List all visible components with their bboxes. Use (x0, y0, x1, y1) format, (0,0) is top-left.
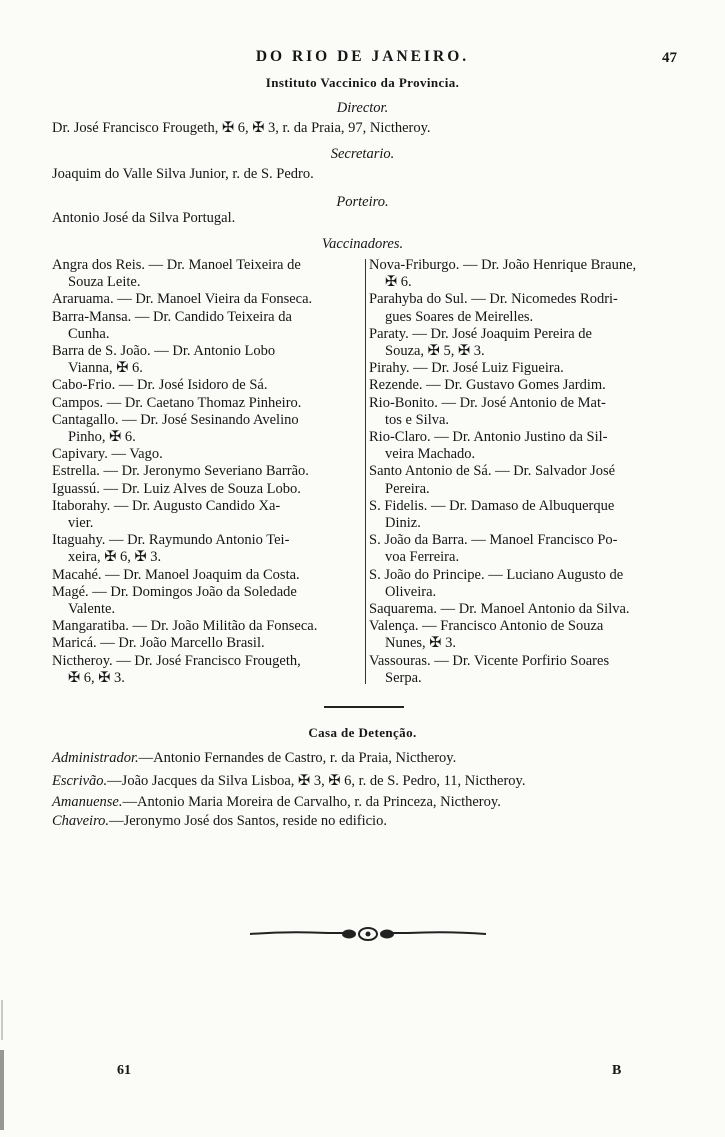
running-header (0, 48, 725, 68)
detention-entry (52, 750, 456, 767)
institute-title: Instituto Vaccinico da Provincia. (265, 75, 460, 90)
entry-text: —Antonio Maria Moreira de Carvalho, r. da Princeza, Nictheroy. (122, 794, 501, 810)
detention-entry (52, 794, 501, 811)
entry-first-line: Santo Antonio de Sá. — Dr. Salvador José (369, 463, 616, 480)
vaccinator-entry (369, 395, 683, 429)
entry-continuation: gues Soares de Meirelles. (385, 308, 534, 325)
entry-first-line: Itaborahy. — Dr. Augusto Candido Xa- (52, 497, 281, 514)
entry-continuation: ✠ 6. (385, 274, 412, 291)
entry-continuation: Serpa. (385, 669, 422, 686)
vaccinator-entry (52, 446, 363, 463)
entry-continuation: Pereira. (385, 480, 430, 497)
entry-first-line: Cantagallo. — Dr. José Sesinando Avelino (52, 411, 299, 428)
column-divider (365, 259, 366, 684)
detention-title: Casa de Detenção. (308, 725, 417, 740)
entry-continuation: Oliveira. (385, 583, 437, 600)
entry-first-line: Pirahy. — Dr. José Luiz Figueira. (369, 360, 564, 377)
vaccinator-entry (52, 395, 363, 412)
entry-first-line: Angra dos Reis. — Dr. Manoel Teixeira de (52, 257, 301, 273)
entry-role: Amanuense. (52, 794, 123, 810)
entry-first-line: Araruama. — Dr. Manoel Vieira da Fonseca. (52, 291, 313, 308)
vaccinator-entry (369, 326, 683, 360)
vaccinator-entry (52, 481, 363, 498)
entry-first-line: Rio-Claro. — Dr. Antonio Justino da Sil- (369, 429, 608, 446)
director-line: Dr. José Francisco Frougeth, ✠ 6, ✠ 3, r. da Praia, 97, Nictheroy. (52, 120, 431, 136)
entry-continuation: ✠ 6, ✠ 3. (68, 669, 125, 686)
vaccinator-entry (369, 429, 683, 463)
entry-first-line: S. João da Barra. — Manoel Francisco Po- (369, 532, 618, 549)
entry-continuation: Nunes, ✠ 3. (385, 635, 456, 652)
entry-continuation: voa Ferreira. (385, 549, 460, 566)
director-heading: Director. (336, 100, 389, 116)
vaccinator-entry (369, 463, 683, 497)
signature-mark: 61 (117, 1063, 131, 1078)
entry-first-line: Mangaratiba. — Dr. João Militão da Fonseca. (52, 618, 318, 635)
entry-first-line: Nictheroy. — Dr. José Francisco Frougeth, (52, 652, 301, 669)
vaccinator-entry (52, 343, 363, 377)
entry-first-line: Iguassú. — Dr. Luiz Alves de Souza Lobo. (52, 480, 301, 497)
porter-heading: Porteiro. (336, 194, 389, 210)
entry-continuation: veira Machado. (385, 446, 476, 463)
vaccinator-entry (52, 618, 363, 635)
vaccinator-entry (369, 498, 683, 532)
vaccinator-entry (52, 532, 363, 566)
entry-first-line: Barra de S. João. — Dr. Antonio Lobo (52, 343, 276, 360)
entry-first-line: Saquarema. — Dr. Manoel Antonio da Silva. (369, 601, 630, 618)
vaccinator-entry (369, 567, 683, 601)
entry-first-line: Capivary. — Vago. (52, 446, 163, 463)
detention-entry (52, 813, 387, 830)
vaccinator-entry (52, 412, 363, 446)
entry-first-line: Paraty. — Dr. José Joaquim Pereira de (369, 325, 592, 342)
entry-continuation: vier. (68, 515, 94, 532)
vaccinator-entry (52, 291, 363, 308)
entry-continuation: Pinho, ✠ 6. (68, 429, 136, 446)
vaccinator-entry (52, 584, 363, 618)
entry-first-line: Valença. — Francisco Antonio de Souza (369, 618, 604, 635)
entry-first-line: Magé. — Dr. Domingos João da Soledade (52, 583, 297, 600)
entry-first-line: S. João do Principe. — Luciano Augusto de (369, 566, 624, 583)
entry-first-line: S. Fidelis. — Dr. Damaso de Albuquerque (369, 497, 615, 514)
entry-first-line: Maricá. — Dr. João Marcello Brasil. (52, 635, 265, 652)
entry-continuation: Cunha. (68, 325, 110, 342)
entry-first-line: Parahyba do Sul. — Dr. Nicomedes Rodri- (369, 291, 618, 308)
vaccinator-entry (369, 377, 683, 394)
vaccinator-entry (369, 257, 683, 291)
porter-line: Antonio José da Silva Portugal. (52, 210, 236, 226)
ornament-divider-icon (248, 926, 488, 942)
entry-first-line: Itaguahy. — Dr. Raymundo Antonio Tei- (52, 532, 290, 549)
entry-text: —João Jacques da Silva Lisboa, ✠ 3, ✠ 6, r. de S. Pedro, 11, Nictheroy. (107, 773, 526, 789)
page-header-title: DO RIO DE JANEIRO. (255, 48, 470, 65)
entry-first-line: Nova-Friburgo. — Dr. João Henrique Braune, (369, 257, 637, 273)
entry-continuation: tos e Silva. (385, 411, 450, 428)
vaccinator-entry (369, 532, 683, 566)
vaccinator-entry (52, 498, 363, 532)
vaccinators-heading: Vaccinadores. (321, 236, 404, 252)
vaccinator-entry (369, 601, 683, 618)
vaccinator-entry (369, 360, 683, 377)
vaccinator-entry (52, 309, 363, 343)
entry-first-line: Rezende. — Dr. Gustavo Gomes Jardim. (369, 377, 606, 394)
vaccinator-entry (369, 291, 683, 325)
entry-first-line: Macahé. — Dr. Manoel Joaquim da Costa. (52, 566, 300, 583)
section-rule (324, 706, 404, 708)
vaccinator-entry (369, 618, 683, 652)
entry-continuation: Vianna, ✠ 6. (68, 360, 143, 377)
entry-role: Escrivão. (52, 773, 108, 789)
vaccinator-entry (52, 635, 363, 652)
entry-text: —Jeronymo José dos Santos, reside no edificio. (109, 813, 387, 829)
entry-first-line: Barra-Mansa. — Dr. Candido Teixeira da (52, 308, 292, 325)
secretary-line: Joaquim do Valle Silva Junior, r. de S. Pedro. (52, 166, 314, 182)
entry-first-line: Vassouras. — Dr. Vicente Porfirio Soares (369, 652, 610, 669)
vaccinator-entry (369, 653, 683, 687)
entry-first-line: Estrella. — Dr. Jeronymo Severiano Barrão. (52, 463, 309, 480)
binding-edge-icon (0, 990, 5, 1130)
secretary-heading: Secretario. (330, 146, 395, 162)
entry-text: —Antonio Fernandes de Castro, r. da Praia, Nictheroy. (138, 750, 457, 766)
vaccinator-entry (52, 257, 363, 291)
entry-continuation: Souza Leite. (68, 274, 141, 291)
vaccinator-entry (52, 653, 363, 687)
vaccinators-left-column (52, 257, 363, 687)
page-number: 47 (662, 50, 677, 66)
gathering-letter: B (612, 1063, 622, 1078)
entry-continuation: Diniz. (385, 515, 421, 532)
detention-entry (52, 773, 525, 790)
entry-first-line: Campos. — Dr. Caetano Thomaz Pinheiro. (52, 394, 302, 411)
entry-continuation: Souza, ✠ 5, ✠ 3. (385, 343, 485, 360)
vaccinators-right-column (369, 257, 683, 687)
vaccinator-entry (52, 377, 363, 394)
vaccinator-entry (52, 567, 363, 584)
entry-continuation: xeira, ✠ 6, ✠ 3. (68, 549, 162, 566)
entry-role: Chaveiro. (52, 813, 110, 829)
entry-first-line: Rio-Bonito. — Dr. José Antonio de Mat- (369, 394, 606, 411)
entry-role: Administrador. (52, 750, 139, 766)
vaccinator-entry (52, 463, 363, 480)
entry-continuation: Valente. (68, 601, 116, 618)
entry-first-line: Cabo-Frio. — Dr. José Isidoro de Sá. (52, 377, 268, 394)
